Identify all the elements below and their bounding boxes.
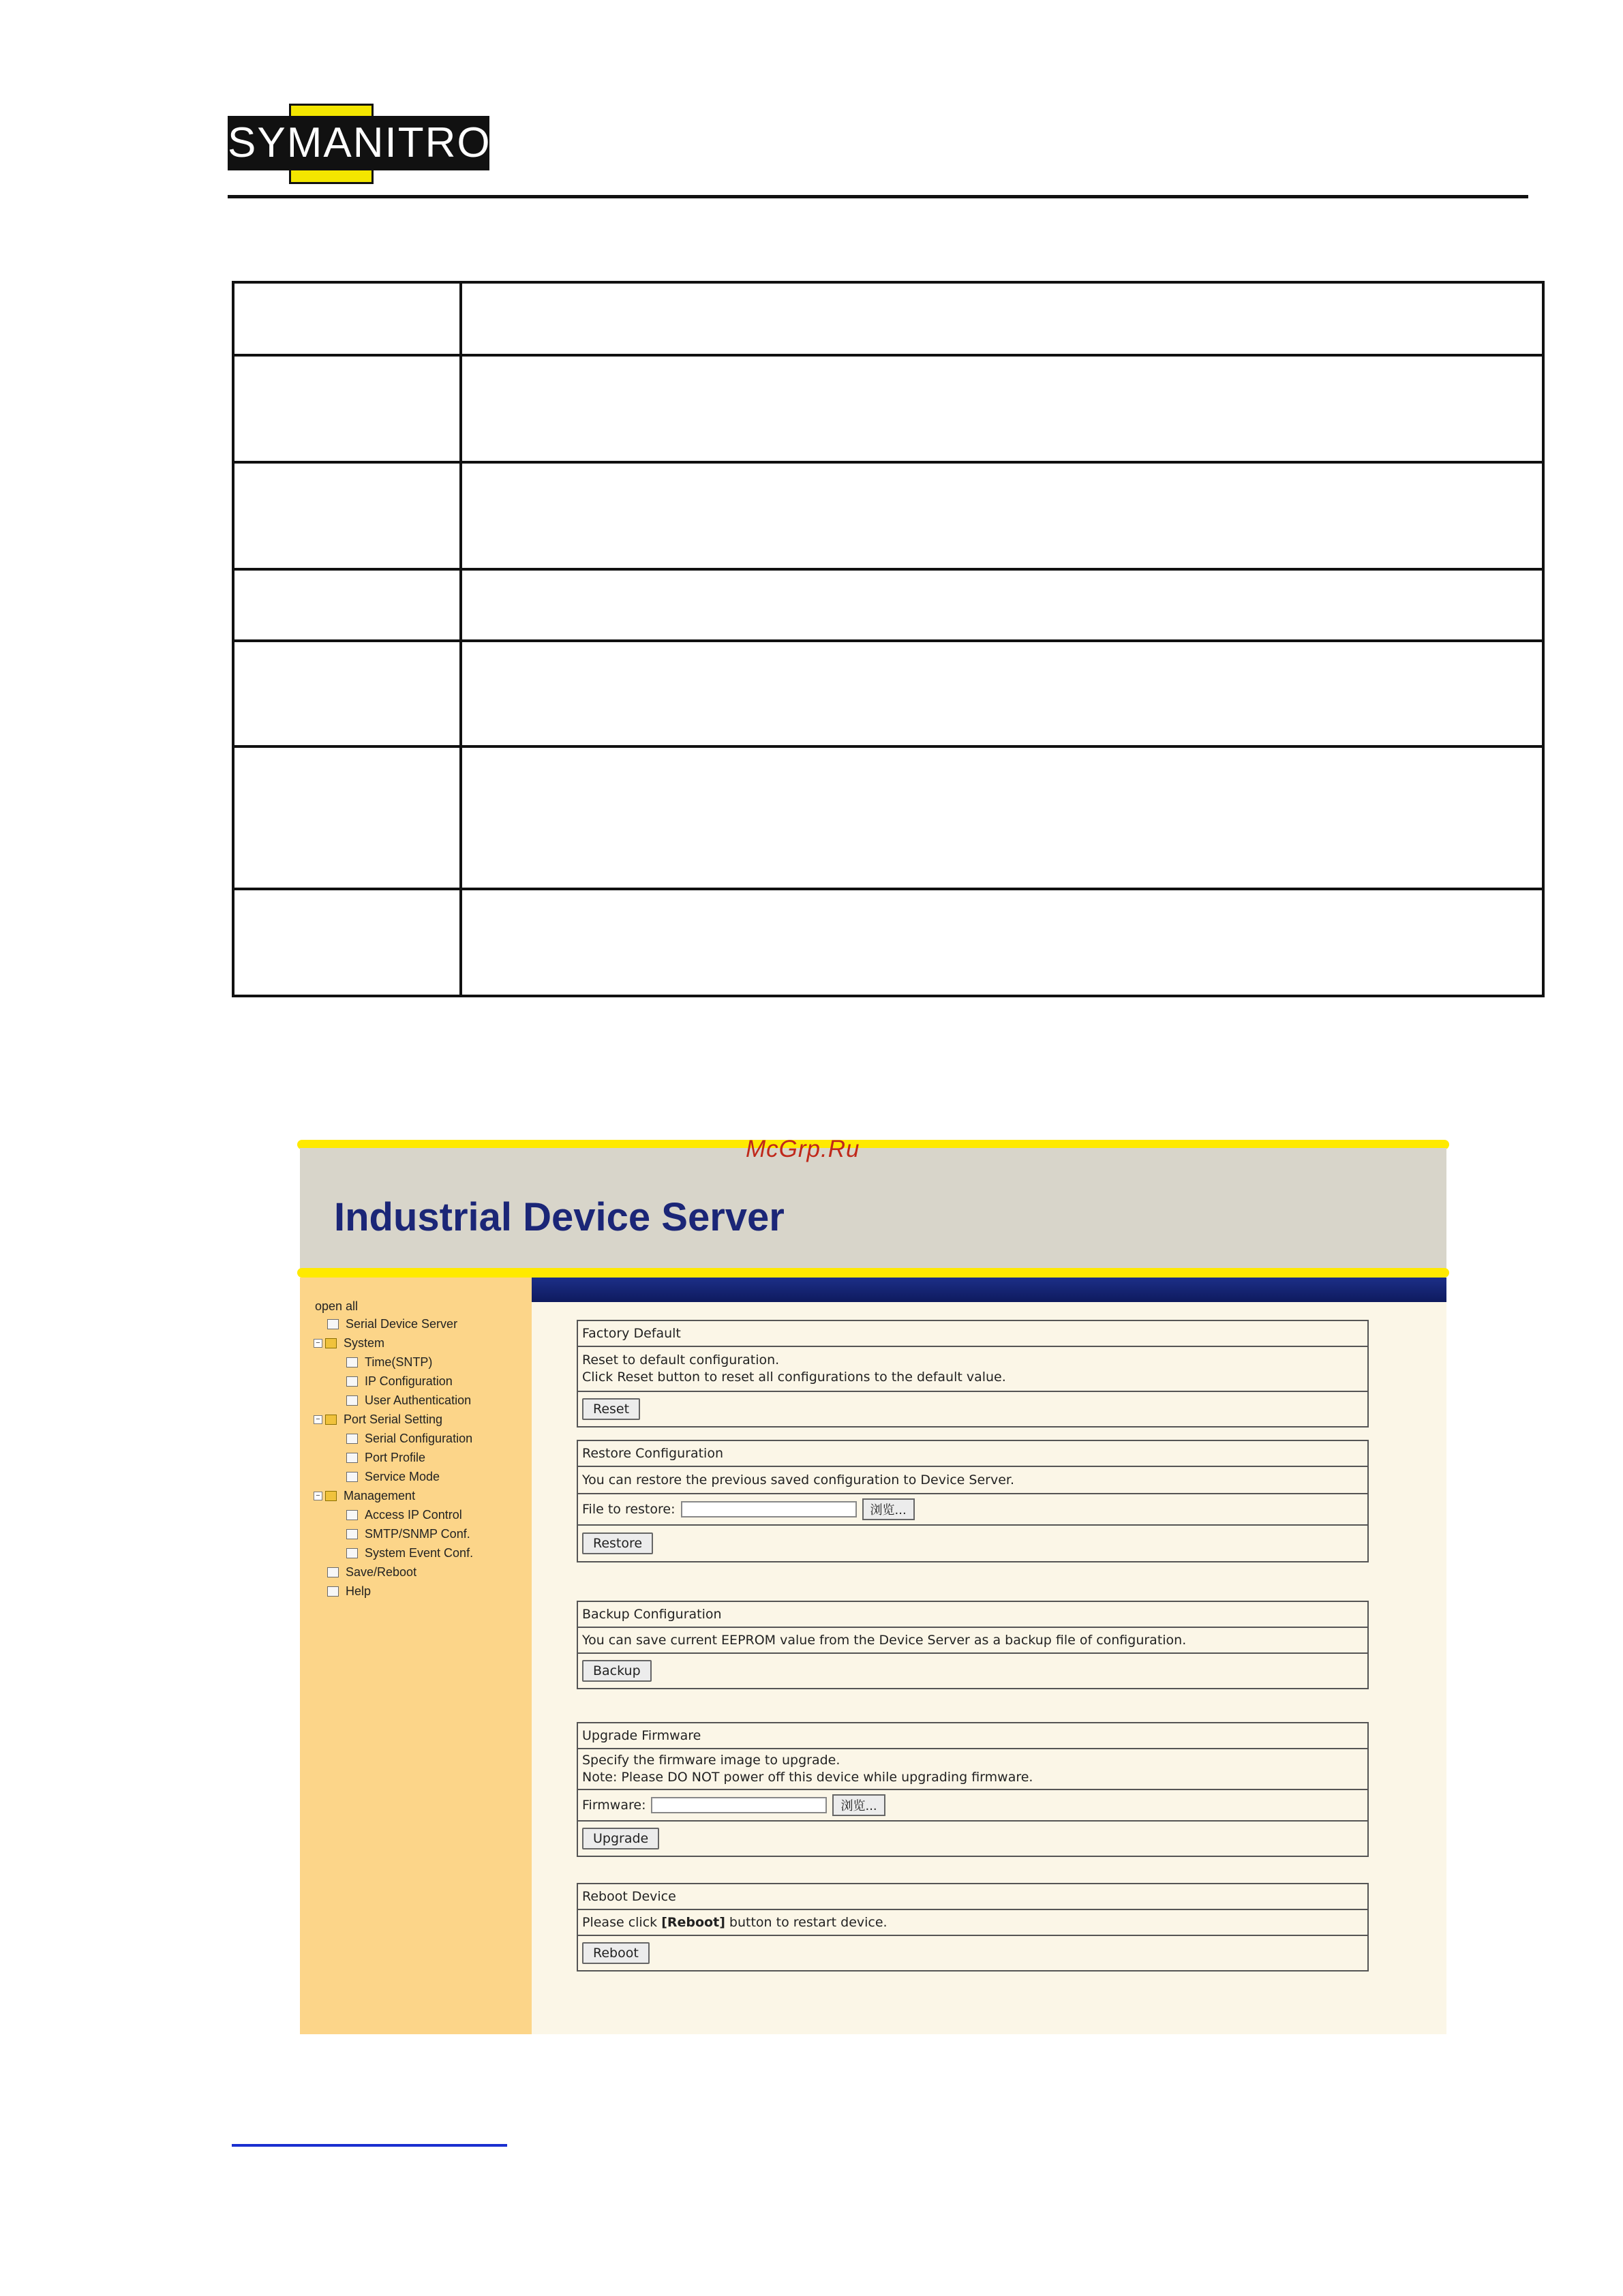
table-row	[233, 282, 1543, 355]
page-icon	[346, 1510, 358, 1520]
page-icon	[346, 1453, 358, 1463]
panel-title: Factory Default	[578, 1321, 1367, 1347]
sidebar-item-access-ip-control[interactable]: Access IP Control	[346, 1508, 462, 1522]
panel-description: Specify the firmware image to upgrade. Note: Please DO NOT power off this device while upgrading firmware.	[578, 1749, 1367, 1790]
content-navbar	[532, 1278, 1446, 1302]
banner-yellow-bar	[297, 1268, 1449, 1278]
reboot-button[interactable]: Reboot	[582, 1942, 650, 1964]
table-row	[233, 746, 1543, 889]
sidebar-item-smtp-snmp-conf[interactable]: SMTP/SNMP Conf.	[346, 1527, 470, 1541]
reset-button[interactable]: Reset	[582, 1398, 640, 1420]
sidebar-item-save-reboot[interactable]: Save/Reboot	[327, 1565, 416, 1580]
watermark: McGrp.Ru	[746, 1136, 860, 1162]
table-row	[233, 641, 1543, 746]
file-to-restore-label: File to restore:	[582, 1502, 676, 1517]
page-icon	[346, 1472, 358, 1482]
sidebar	[300, 1278, 532, 2034]
panel-title: Restore Configuration	[578, 1441, 1367, 1467]
page-icon	[346, 1395, 358, 1406]
collapse-icon[interactable]: −	[314, 1492, 322, 1500]
backup-configuration-panel	[577, 1601, 1369, 1689]
table-row	[233, 462, 1543, 569]
sidebar-item-service-mode[interactable]: Service Mode	[346, 1470, 440, 1484]
logo-text: SYMANITRON	[228, 119, 524, 166]
page-icon	[327, 1319, 339, 1329]
page-title: Industrial Device Server	[334, 1195, 785, 1239]
collapse-icon[interactable]: −	[314, 1339, 322, 1348]
table-row	[233, 889, 1543, 996]
table-row	[233, 355, 1543, 462]
backup-button[interactable]: Backup	[582, 1660, 652, 1682]
device-server-screenshot	[297, 1136, 1449, 2033]
firmware-input[interactable]	[651, 1797, 827, 1813]
sidebar-item-user-authentication[interactable]: User Authentication	[346, 1393, 471, 1408]
parameter-table	[232, 281, 1545, 997]
sidebar-item-serial-device-server[interactable]: Serial Device Server	[327, 1317, 457, 1331]
restore-browse-button[interactable]: 浏览...	[862, 1498, 915, 1520]
banner	[300, 1148, 1446, 1271]
panel-title: Backup Configuration	[578, 1602, 1367, 1628]
table-row	[233, 569, 1543, 641]
upgrade-button[interactable]: Upgrade	[582, 1828, 659, 1849]
open-all-link[interactable]: open all	[315, 1299, 359, 1313]
firmware-browse-button[interactable]: 浏览...	[832, 1794, 885, 1816]
folder-icon	[325, 1338, 337, 1348]
sidebar-item-system[interactable]: − System	[314, 1336, 384, 1350]
folder-icon	[325, 1415, 337, 1425]
panel-title: Upgrade Firmware	[578, 1723, 1367, 1749]
page-icon	[346, 1529, 358, 1539]
sidebar-item-management[interactable]: − Management	[314, 1489, 415, 1503]
panel-title: Reboot Device	[578, 1884, 1367, 1910]
page-icon	[327, 1567, 339, 1577]
page-icon	[346, 1434, 358, 1444]
factory-default-panel	[577, 1320, 1369, 1428]
sidebar-item-ip-configuration[interactable]: IP Configuration	[346, 1374, 453, 1389]
file-to-restore-input[interactable]	[681, 1501, 857, 1517]
restore-button[interactable]: Restore	[582, 1532, 653, 1554]
sidebar-item-serial-configuration[interactable]: Serial Configuration	[346, 1432, 472, 1446]
sidebar-item-port-profile[interactable]: Port Profile	[346, 1451, 425, 1465]
page-icon	[346, 1376, 358, 1387]
restore-configuration-panel	[577, 1440, 1369, 1562]
page-icon	[327, 1586, 339, 1597]
header-rule	[228, 195, 1528, 198]
panel-description: You can save current EEPROM value from the Device Server as a backup file of configuration.	[578, 1628, 1367, 1654]
panel-description: Reset to default configuration. Click Reset button to reset all configurations to the default value.	[578, 1347, 1367, 1392]
footer-rule	[232, 2144, 507, 2147]
page-icon	[346, 1357, 358, 1368]
page-icon	[346, 1548, 358, 1558]
firmware-label: Firmware:	[582, 1798, 646, 1813]
sidebar-item-port-serial-setting[interactable]: − Port Serial Setting	[314, 1413, 442, 1427]
sidebar-item-time-sntp[interactable]: Time(SNTP)	[346, 1355, 432, 1370]
reboot-device-panel	[577, 1883, 1369, 1972]
panel-description: You can restore the previous saved configuration to Device Server.	[578, 1467, 1367, 1494]
upgrade-firmware-panel	[577, 1722, 1369, 1857]
sidebar-item-system-event-conf[interactable]: System Event Conf.	[346, 1546, 473, 1560]
sidebar-item-help[interactable]: Help	[327, 1584, 371, 1599]
main-content	[532, 1278, 1446, 2034]
panel-description: Please click [Reboot] button to restart device.	[578, 1910, 1367, 1936]
folder-icon	[325, 1491, 337, 1501]
symanitron-logo	[228, 104, 524, 184]
collapse-icon[interactable]: −	[314, 1415, 322, 1424]
